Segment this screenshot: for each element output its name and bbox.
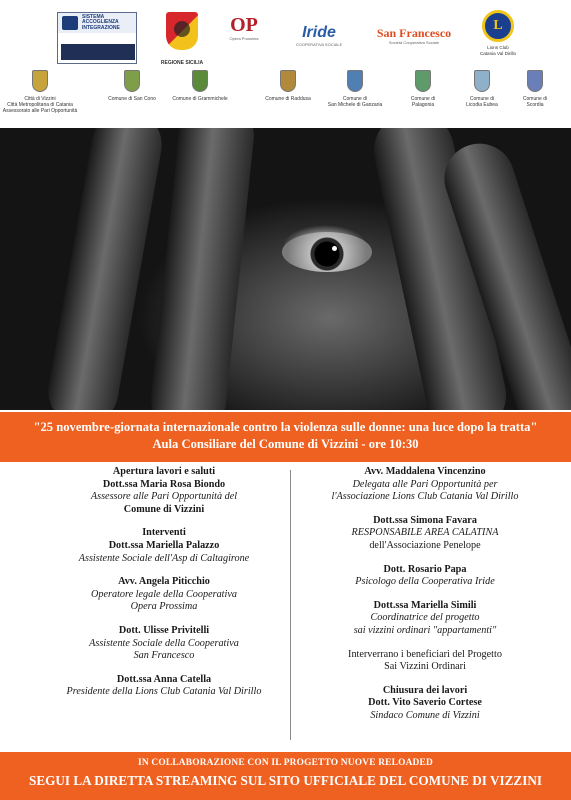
municipality-name: Comune di Grammichele — [172, 96, 228, 102]
municipality-name: Comune di Raddusa — [265, 96, 311, 102]
municipality-name: Comune di — [522, 96, 548, 102]
municipality-name: Comune di — [410, 96, 436, 102]
sai-line3: INTEGRAZIONE — [82, 24, 120, 31]
sai-logo — [57, 12, 137, 64]
crest-icon — [415, 70, 431, 92]
speaker-name: Dott.ssa Simona Favara — [373, 514, 477, 526]
speaker-role: Sindaco Comune di Vizzini — [370, 709, 480, 721]
municipality-name: Comune di — [469, 96, 495, 102]
trinacria-icon — [174, 21, 190, 37]
beneficiaries-note — [300, 649, 550, 674]
speaker-role: Coordinatrice del progetto — [370, 612, 480, 624]
crest-icon — [124, 70, 140, 92]
lions-caption-2: Catania Val Dirillo — [479, 50, 517, 56]
sicilia-caption: REGIONE SICILIA — [160, 60, 204, 66]
sai-badge-icon — [62, 16, 78, 30]
collaboration-text: IN COLLABORAZIONE CON IL PROGETTO NUOVE RELOADED — [138, 758, 433, 768]
municipality-logos — [0, 68, 571, 126]
speaker-role: RESPONSABILE AREA CALATINA — [351, 527, 499, 539]
event-location: Aula Consiliare del Comune di Vizzini - ore 10:30 — [152, 437, 419, 451]
municipality-crest — [457, 70, 507, 108]
crest-icon — [280, 70, 296, 92]
speaker-block — [300, 564, 550, 589]
crest-icon — [527, 70, 543, 92]
speaker-name: Avv. Maddalena Vincenzino — [364, 466, 486, 477]
program — [0, 466, 571, 748]
crest-icon — [347, 70, 363, 92]
municipality-name: Assessorato alle Pari Opportunità — [2, 108, 78, 114]
event-title: "25 novembre-giornata internazionale contro la violenza sulle donne: una luce dopo la tratta" — [33, 420, 538, 434]
municipality-name: Licodia Eubea — [466, 102, 498, 108]
speaker-role: sai vizzini ordinari "appartamenti" — [353, 624, 497, 636]
municipality-name: Palagonia — [411, 102, 435, 108]
speaker-role: Operatore legale della Cooperativa — [91, 588, 237, 600]
speaker-name: Dott.ssa Maria Rosa Biondo — [102, 478, 226, 490]
speaker-role: Delegata alle Pari Opportunità per — [352, 478, 498, 490]
hero-photo — [0, 128, 571, 410]
municipality-crest — [320, 70, 390, 108]
sponsor-logos — [0, 8, 571, 68]
speaker-name: Dott.ssa Mariella Palazzo — [108, 539, 220, 551]
municipality-crest — [262, 70, 314, 102]
speaker-block — [300, 466, 550, 504]
speaker-role: Assistente Sociale dell'Asp di Caltagirone — [78, 552, 250, 564]
municipality-name: Scordia — [526, 102, 544, 108]
speaker-name: Dott. Rosario Papa — [383, 563, 467, 575]
speaker-role: Psicologo della Cooperativa Iride — [355, 576, 495, 588]
municipality-crest — [102, 70, 162, 102]
sf-mark: San Francesco — [376, 26, 452, 40]
section-heading: Interventi — [142, 527, 186, 539]
speaker-role: Assessore alle Pari Opportunità del — [90, 491, 238, 503]
note-line: Interverrano i beneficiari del Progetto — [348, 648, 502, 660]
speaker-block — [38, 674, 290, 699]
eye-icon — [282, 232, 372, 272]
section-heading: Chiusura dei lavori — [382, 684, 468, 696]
sai-line1: SISTEMA — [82, 14, 105, 20]
title-banner — [0, 412, 571, 462]
municipality-name: Città di Vizzini — [24, 96, 56, 102]
iride-logo — [290, 24, 348, 52]
speaker-role: Assistente Sociale della Cooperativa — [89, 637, 239, 649]
iride-mark: Iride — [302, 24, 336, 41]
lions-caption-1: Lions Club — [487, 45, 509, 50]
regione-sicilia-logo — [162, 12, 202, 66]
sf-caption: Società Cooperativa Sociale — [388, 40, 440, 45]
speaker-block — [300, 600, 550, 638]
speaker-name: Dott.ssa Anna Catella — [116, 673, 212, 685]
municipality-name: San Michele di Ganzaria — [327, 102, 383, 108]
speaker-name: Avv. Angela Piticchio — [118, 576, 210, 588]
speaker-role: San Francesco — [133, 650, 195, 662]
streaming-link[interactable]: SEGUI LA DIRETTA STREAMING SUL SITO UFFICIALE DEL COMUNE DI VIZZINI — [29, 773, 542, 788]
municipality-crest — [401, 70, 445, 108]
speaker-role: Presidente della Lions Club Catania Val Dirillo — [66, 686, 262, 698]
sai-line2: ACCOGLIENZA — [82, 19, 119, 26]
municipality-crest — [513, 70, 557, 108]
crest-icon — [474, 70, 490, 92]
lions-club-logo — [476, 10, 520, 66]
iride-caption: COOPERATIVA SOCIALE — [295, 42, 343, 47]
program-right-column — [300, 466, 550, 734]
municipality-name: Città Metropolitana di Catania — [7, 102, 73, 108]
program-left-column — [38, 466, 290, 710]
speaker-name: Dott.ssa Mariella Simili — [373, 599, 477, 611]
note-line: Sai Vizzini Ordinari — [384, 661, 466, 673]
speaker-role: Opera Prossima — [130, 601, 198, 613]
opera-prossima-logo — [222, 14, 266, 60]
op-mark: OP — [230, 14, 258, 36]
speaker-role: Comune di Vizzini — [123, 503, 205, 515]
san-francesco-logo — [374, 26, 454, 52]
speaker-name: Dott. Vito Saverio Cortese — [368, 697, 482, 709]
speaker-block — [300, 685, 550, 723]
crest-icon — [192, 70, 208, 92]
speaker-role: l'Associazione Lions Club Catania Val Dirillo — [331, 491, 519, 503]
column-divider — [290, 470, 291, 740]
section-heading: Apertura lavori e saluti — [112, 466, 216, 477]
speaker-block — [300, 515, 550, 553]
op-caption: Opera Prossima — [229, 36, 259, 41]
crest-icon — [32, 70, 48, 92]
speaker-block — [38, 527, 290, 565]
municipality-name: Comune di San Cono — [108, 96, 156, 102]
speaker-block — [38, 625, 290, 663]
speaker-role: dell'Associazione Penelope — [369, 539, 481, 551]
speaker-name: Dott. Ulisse Privitelli — [118, 624, 210, 636]
municipality-name: Comune di — [342, 96, 368, 102]
footer-banner — [0, 752, 571, 800]
lions-emblem-icon: L — [482, 10, 514, 42]
speaker-block — [38, 576, 290, 614]
municipality-crest — [0, 70, 87, 114]
speaker-block — [38, 466, 290, 516]
municipality-crest — [168, 70, 232, 102]
